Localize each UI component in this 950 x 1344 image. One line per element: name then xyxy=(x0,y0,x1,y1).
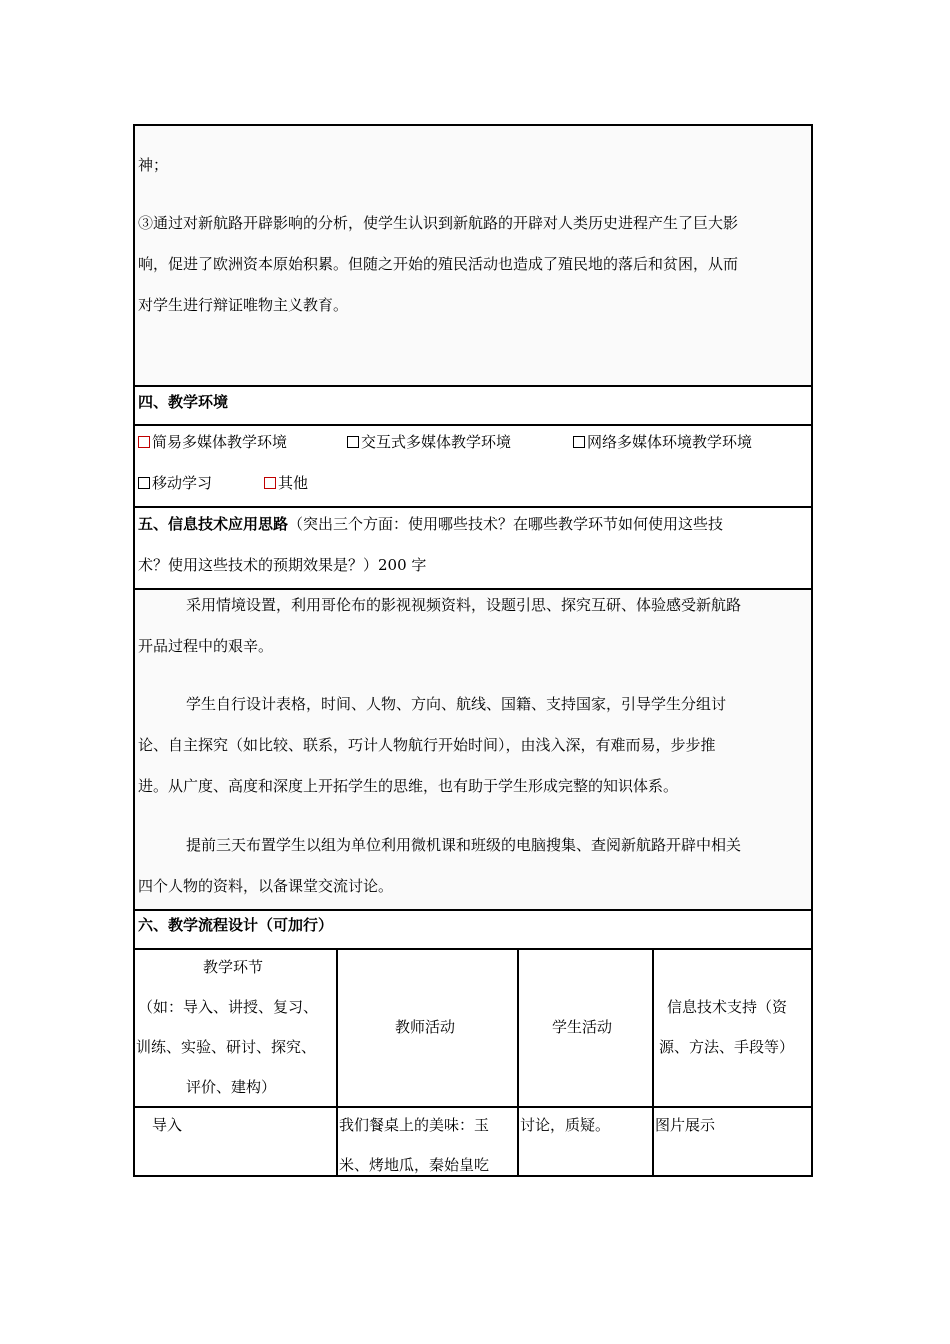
paragraph-line: 提前三天布置学生以组为单位利用微机课和班级的电脑搜集、查阅新航路开辟中相关 xyxy=(186,836,742,854)
header-stage xyxy=(135,950,336,1106)
checkbox-icon[interactable] xyxy=(138,477,150,489)
row-stage: 导入 xyxy=(152,1116,183,1134)
objectives-line: 响，促进了欧洲资本原始积累。但随之开始的殖民活动也造成了殖民地的落后和贫困，从而 xyxy=(138,255,739,273)
section6-title-cell xyxy=(133,911,813,949)
paragraph-line: 采用情境设置，利用哥伦布的影视视频资料，设题引思、探究互研、体验感受新航路 xyxy=(186,596,742,614)
option-label: 其他 xyxy=(278,474,309,492)
paragraph-line: 开品过程中的艰辛。 xyxy=(138,637,274,655)
checkbox-icon[interactable] xyxy=(264,477,276,489)
section4-title: 四、教学环境 xyxy=(138,393,229,411)
section5-hint: 术？使用这些技术的预期效果是？）200 字 xyxy=(138,556,427,574)
option-interactive-multimedia[interactable] xyxy=(347,431,511,452)
row-student-cell xyxy=(519,1108,652,1177)
header-teacher-label: 教师活动 xyxy=(395,1018,456,1036)
paragraph-line: 四个人物的资料，以备课堂交流讨论。 xyxy=(138,877,394,895)
row-teacher-line: 我们餐桌上的美味：玉 xyxy=(339,1116,490,1134)
header-tech-line: 源、方法、手段等） xyxy=(659,1038,795,1056)
header-tech-line: 信息技术支持（资 xyxy=(667,998,788,1016)
option-label: 简易多媒体教学环境 xyxy=(152,433,288,451)
section5-heading xyxy=(138,513,723,534)
checkbox-icon[interactable] xyxy=(138,436,150,448)
checkbox-icon[interactable] xyxy=(573,436,585,448)
option-label: 交互式多媒体教学环境 xyxy=(361,433,512,451)
header-stage-line: 训练、实验、研讨、探究、 xyxy=(136,1038,317,1056)
header-teacher xyxy=(338,950,517,1106)
section5-body-cell xyxy=(133,590,813,910)
header-tech xyxy=(654,950,813,1106)
header-stage-line: 教学环节 xyxy=(203,958,264,976)
objectives-line: ③通过对新航路开辟影响的分析，使学生认识到新航路的开辟对人类历史进程产生了巨大影 xyxy=(138,214,739,232)
option-mobile-learning[interactable] xyxy=(138,472,212,493)
checkbox-icon[interactable] xyxy=(347,436,359,448)
row-teacher-cell xyxy=(338,1108,517,1177)
row-student: 讨论，质疑。 xyxy=(520,1116,611,1134)
paragraph-line: 论、自主探究（如比较、联系，巧计人物航行开始时间），由浅入深，有难而易，步步推 xyxy=(138,736,716,754)
flow-table xyxy=(133,950,813,1177)
option-label: 网络多媒体环境教学环境 xyxy=(587,433,753,451)
row-tech: 图片展示 xyxy=(655,1116,716,1134)
row-tech-cell xyxy=(654,1108,813,1177)
row-teacher-line: 米、烤地瓜，秦始皇吃 xyxy=(339,1156,490,1174)
section5-title: 五、信息技术应用思路 xyxy=(138,515,289,533)
option-network-multimedia[interactable] xyxy=(573,431,752,452)
header-student xyxy=(519,950,652,1106)
section5-hint: （突出三个方面：使用哪些技术？在哪些教学环节如何使用这些技 xyxy=(288,515,724,533)
option-other[interactable] xyxy=(264,472,308,493)
option-simple-multimedia[interactable] xyxy=(138,431,287,452)
objectives-cell xyxy=(133,126,813,386)
lesson-plan-page xyxy=(133,124,813,1177)
header-stage-line: （如：导入、讲授、复习、 xyxy=(138,998,319,1016)
section6-title: 六、教学流程设计（可加行） xyxy=(138,916,334,934)
header-stage-line: 评价、建构） xyxy=(186,1078,277,1096)
section4-title-cell xyxy=(133,387,813,425)
table-bottom-border xyxy=(133,1175,813,1177)
header-student-label: 学生活动 xyxy=(552,1018,613,1036)
section5-title-cell xyxy=(133,508,813,589)
option-label: 移动学习 xyxy=(152,474,213,492)
paragraph-line: 进。从广度、高度和深度上开拓学生的思维，也有助于学生形成完整的知识体系。 xyxy=(138,777,679,795)
section4-options-cell xyxy=(133,426,813,507)
table-row xyxy=(135,1108,336,1177)
paragraph-line: 学生自行设计表格，时间、人物、方向、航线、国籍、支持国家，引导学生分组讨 xyxy=(186,695,727,713)
objectives-line: 神； xyxy=(138,156,169,174)
objectives-line: 对学生进行辩证唯物主义教育。 xyxy=(138,296,349,314)
